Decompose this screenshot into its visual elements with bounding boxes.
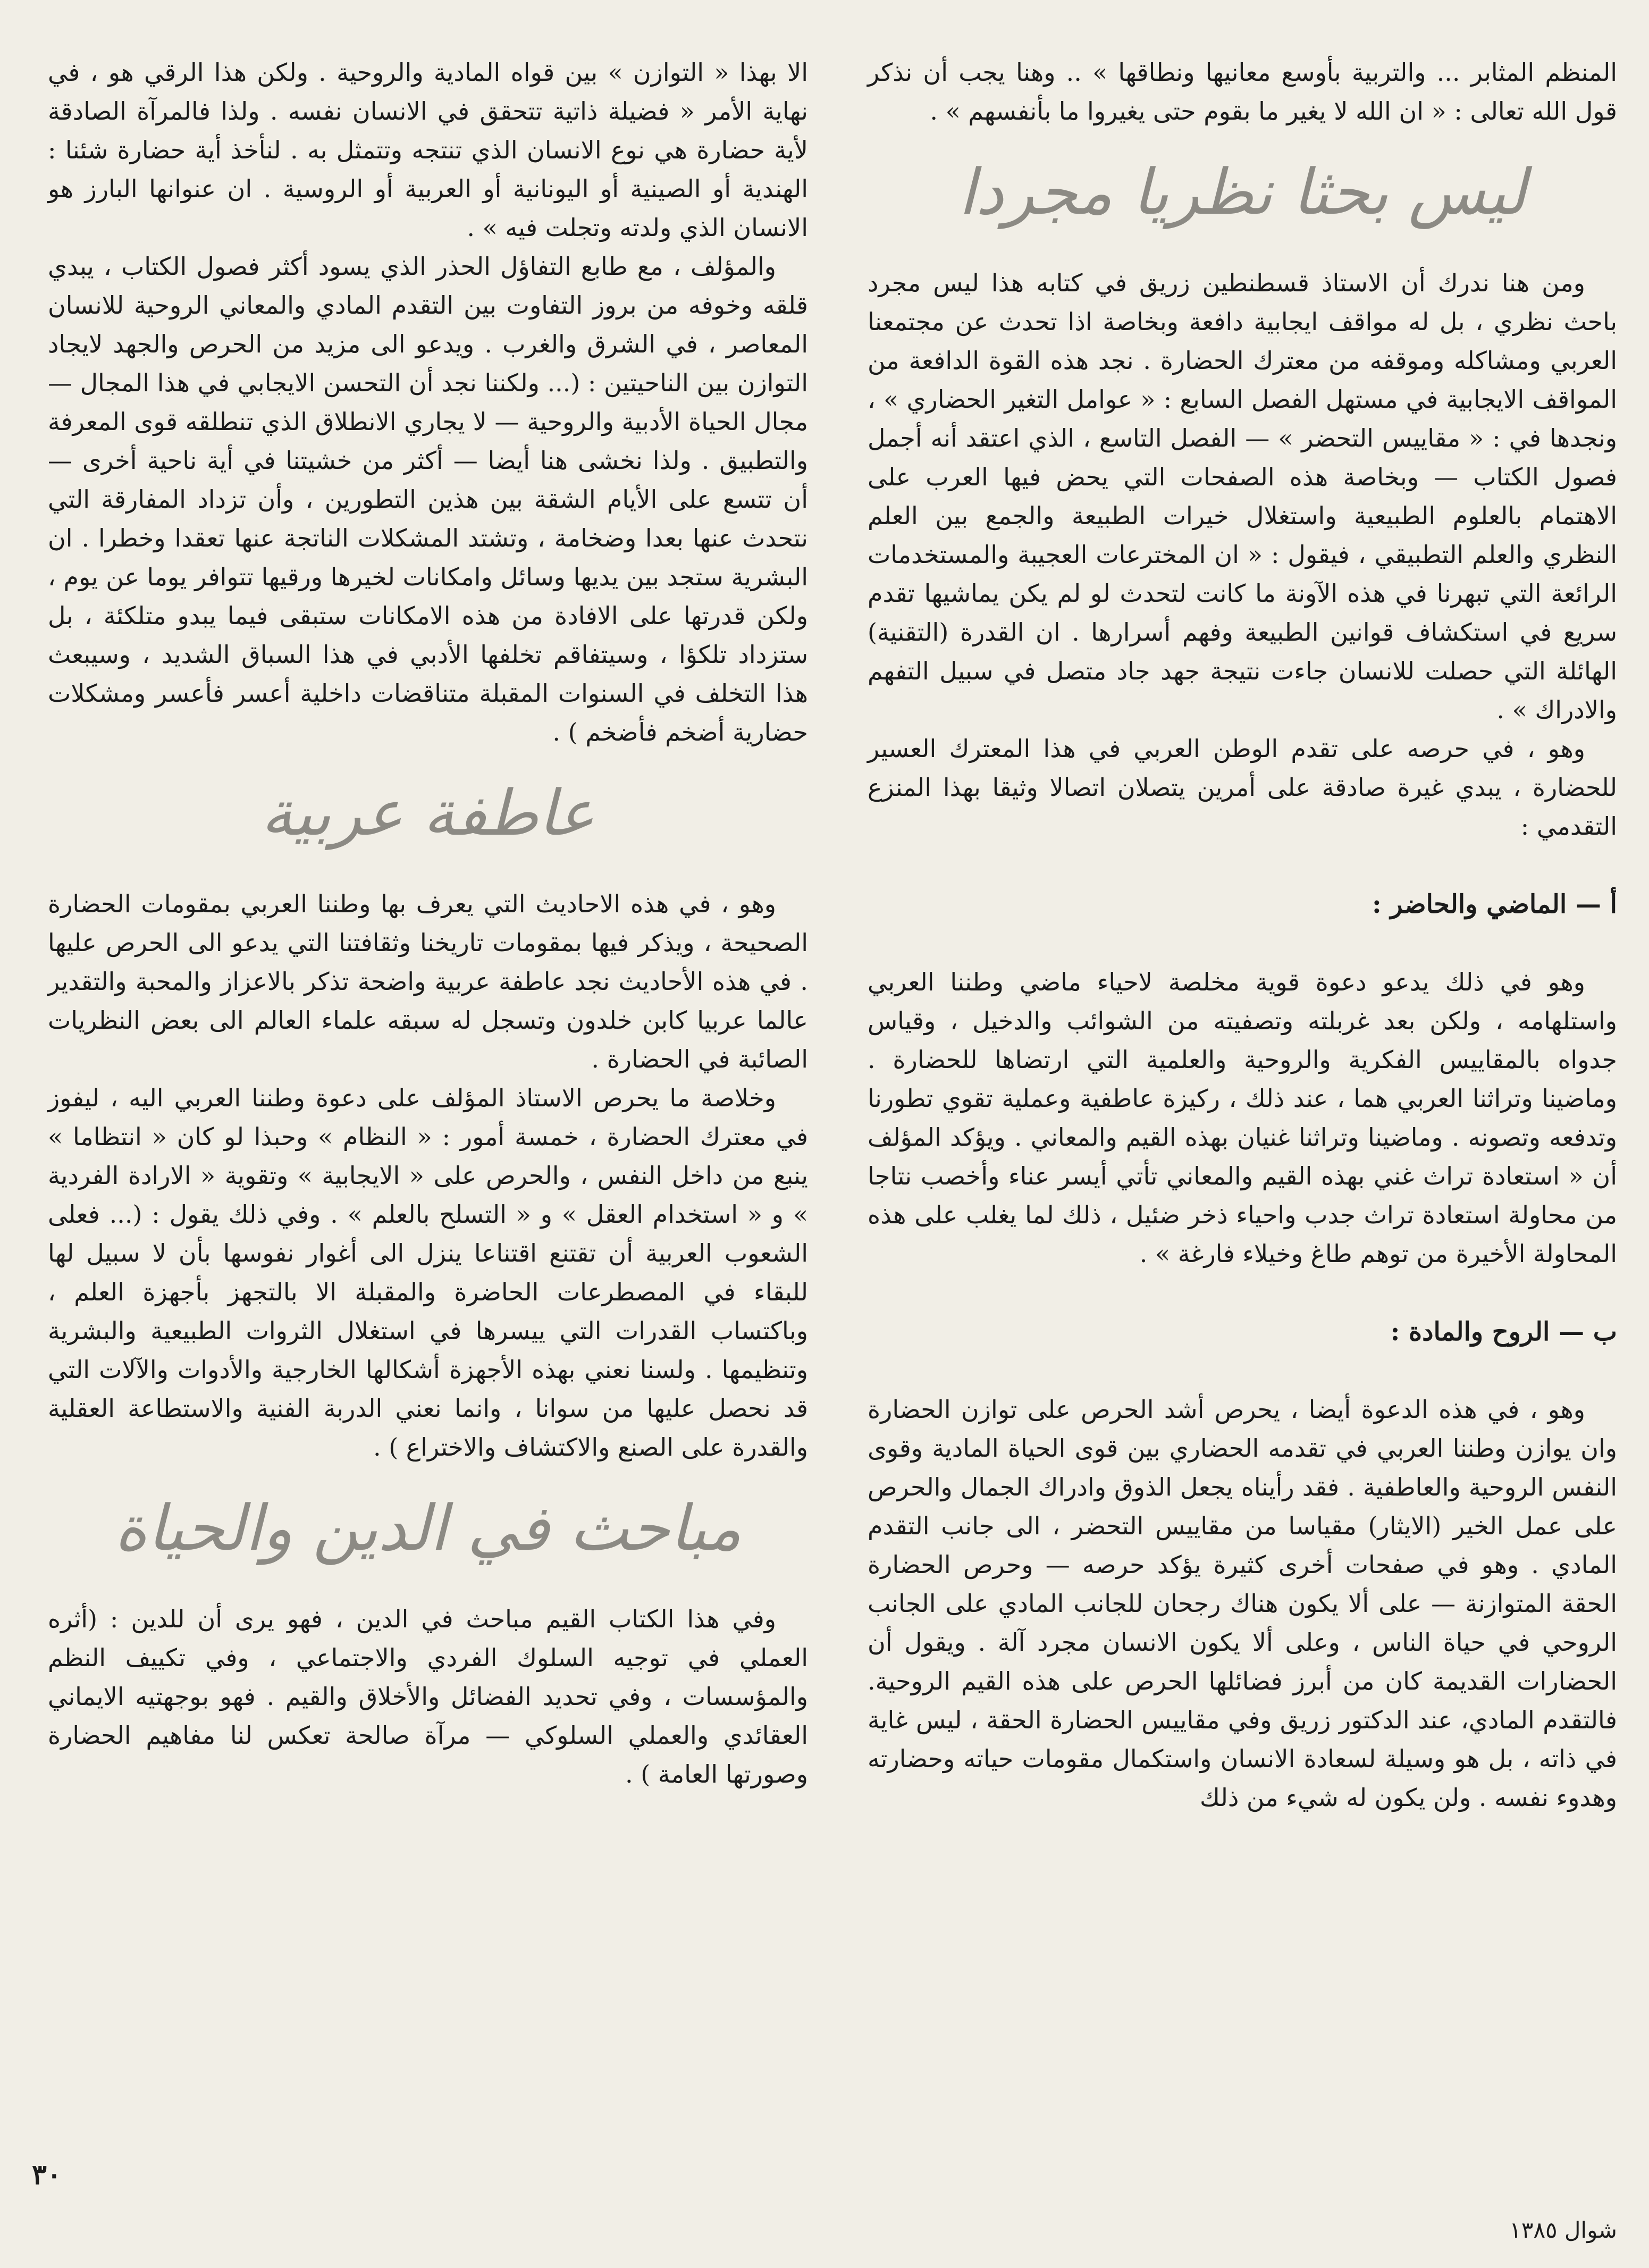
body-paragraph: وخلاصة ما يحرص الاستاذ المؤلف على دعوة وطننا العربي اليه ، ليفوز في معترك الحضارة ، خمسة أمور : « النظام » وحبذا لو كان « انتظاما » ينبع من داخل النفس ، والحرص على « الايجابية » وتقوية « الارادة الفردية » و « استخدام العقل » و « التسلح بالعلم » . وفي ذلك يقول : (... فعلى الشعوب العربية أن تقتنع اقتناعا ينزل الى أغوار نفوسها بأن لا سبيل لها للبقاء في المصطرعات الحاضرة والمقبلة الا بالتجهز بأجهزة العلم ، وباكتساب القدرات التي ييسرها في استغلال الثروات الطبيعية والبشرية وتنظيمها . ولسنا نعني بهذه الأجهزة أشكالها الخارجية والأدوات والآلات التي قد نحصل عليها من سوانا ، وانما نعني الدربة الفنية والاستطاعة العقلية والقدرة على الصنع والاكتشاف والاختراع ) . xyxy=(48,1083,808,1461)
body-paragraph: وهو ، في حرصه على تقدم الوطن العربي في هذا المعترك العسير للحضارة ، يبدي غيرة صادقة على أمرين يتصلان اتصالا وثيقا بهذا المنزع التقدمي : xyxy=(868,734,1617,841)
subheading-spirit-matter: ب — الروح والمادة : xyxy=(1390,1317,1617,1347)
body-paragraph: الا بهذا « التوازن » بين قواه المادية والروحية . ولكن هذا الرقي هو ، في نهاية الأمر « فضيلة ذاتية تتحقق في الانسان نفسه . ولذا فالمرآة الصادقة لأية حضارة هي نوع الانسان الذي تنتجه وتتمثل به . لنأخذ أية حضارة شئنا : الهندية أو الصينية أو اليونانية أو العربية أو الروسية . ان عنوانها البارز هو الانسان الذي ولدته وتجلت فيه » . xyxy=(48,58,808,242)
body-paragraph: وهو ، في هذه الاحاديث التي يعرف بها وطننا العربي بمقومات الحضارة الصحيحة ، ويذكر فيها بمقومات تاريخنا وثقافتنا التي يدعو الى الحرص عليها . في هذه الأحاديث نجد عاطفة عربية واضحة تذكر بالاعزاز والمحبة والتقدير عالما عربيا كابن خلدون وتسجل له سبقه علماء العالم الى بعض النظريات الصائبة في الحضارة . xyxy=(48,889,808,1073)
issue-date: شوال ١٣٨٥ xyxy=(1509,2217,1617,2243)
section-heading-calligraphy: عاطفة عربية xyxy=(261,776,595,850)
intro-paragraph: المنظم المثابر ... والتربية بأوسع معانيها ونطاقها » .. وهنا يجب أن نذكر قول الله تعالى : « ان الله لا يغير ما بقوم حتى يغيروا ما بأنفسهم » . xyxy=(868,58,1617,125)
section-heading-calligraphy: ليس بحثا نظريا مجردا xyxy=(958,155,1527,229)
section-heading-calligraphy: مباحث في الدين والحياة xyxy=(114,1491,742,1565)
left-column xyxy=(0,53,829,1794)
body-paragraph: وهو ، في هذه الدعوة أيضا ، يحرص أشد الحرص على توازن الحضارة وان يوازن وطننا العربي في تقدمه الحضاري بين قوى الحياة المادية وقوى النفس الروحية والعاطفية . فقد رأيناه يجعل الذوق وادراك الجمال والحرص على عمل الخير (الايثار) مقياسا من مقاييس التحضر ، الى جانب التقدم المادي . وهو في صفحات أخرى كثيرة يؤكد حرصه — وحرص الحضارة الحقة المتوازنة — على ألا يكون هناك رجحان للجانب المادي على الجانب الروحي في حياة الناس ، وعلى ألا يكون الانسان مجرد آلة . ويقول أن الحضارات القديمة كان من أبرز فضائلها الحرص على هذه القيم الروحية. فالتقدم المادي، عند الدكتور زريق وفي مقاييس الحضارة الحقة ، ليس غاية في ذاته ، بل هو وسيلة لسعادة الانسان واستكمال مقومات حياته وحضارته وهدوء نفسه . ولن يكون له شيء من ذلك xyxy=(868,1395,1617,1812)
subheading-past-present: أ — الماضي والحاضر : xyxy=(1372,889,1617,919)
page-number: ٣٠ xyxy=(32,2158,62,2191)
right-column xyxy=(852,53,1628,1817)
body-paragraph: وفي هذا الكتاب القيم مباحث في الدين ، فهو يرى أن للدين : (أثره العملي في توجيه السلوك الفردي والاجتماعي ، وفي تكييف النظم والمؤسسات ، وفي تحديد الفضائل والأخلاق والقيم . فهو بوجهتيه الايماني العقائدي والعملي السلوكي — مرآة صالحة تعكس لنا مفاهيم الحضارة وصورتها العامة ) . xyxy=(48,1605,808,1788)
body-paragraph: ومن هنا ندرك أن الاستاذ قسطنطين زريق في كتابه هذا ليس مجرد باحث نظري ، بل له مواقف ايجابية دافعة وبخاصة اذا تحدث عن مجتمعنا العربي ومشاكله وموقفه من معترك الحضارة . نجد هذه القوة الدافعة من المواقف الايجابية في مستهل الفصل السابع : « عوامل التغير الحضاري » ، ونجدها في : « مقاييس التحضر » — الفصل التاسع ، الذي اعتقد أنه أجمل فصول الكتاب — وبخاصة هذه الصفحات التي يحض فيها العرب على الاهتمام بالعلوم الطبيعية واستغلال خيرات الطبيعة والجمع بين العلم النظري والعلم التطبيقي ، فيقول : « ان المخترعات العجيبة والمستخدمات الرائعة التي تبهرنا في هذه الآونة ما كانت لتحدث لو لم يكن يماشيها تقدم سريع في استكشاف قوانين الطبيعة وفهم أسرارها . ان القدرة (التقنية) الهائلة التي حصلت للانسان جاءت نتيجة جهد جاد متصل في سبيل التفهم والادراك » . xyxy=(868,268,1617,724)
body-paragraph: وهو في ذلك يدعو دعوة قوية مخلصة لاحياء ماضي وطننا العربي واستلهامه ، ولكن بعد غربلته وتصفيته من الشوائب والدخيل ، وقياس جدواه بالمقاييس الفكرية والروحية والعلمية التي ارتضاها للحضارة . وماضينا وتراثنا العربي هما ، عند ذلك ، ركيزة عاطفية وعملية تقوي تطورنا وتدفعه وتصونه . وماضينا وتراثنا غنيان بهذه القيم والمعاني . ويؤكد المؤلف أن « استعادة تراث غني بهذه القيم والمعاني تأتي أيسر عناء وأخصب نتاجا من محاولة استعادة تراث جدب واحياء ذخر ضئيل ، ذلك لما يغلب على هذه المحاولة الأخيرة من توهم طاغ وخيلاء فارغة » . xyxy=(868,968,1617,1268)
body-paragraph: والمؤلف ، مع طابع التفاؤل الحذر الذي يسود أكثر فصول الكتاب ، يبدي قلقه وخوفه من بروز التفاوت بين التقدم المادي والمعاني الروحية للانسان المعاصر ، في الشرق والغرب . ويدعو الى مزيد من الحرص والجهد لايجاد التوازن بين الناحيتين : (... ولكننا نجد أن التحسن الايجابي في هذا المجال — مجال الحياة الأدبية والروحية — لا يجاري الانطلاق الذي تنطلقه قوى المعرفة والتطبيق . ولذا نخشى هنا أيضا — أكثر من خشيتنا في أية ناحية أخرى — أن تتسع على الأيام الشقة بين هذين التطورين ، وأن تزداد المفارقة التي نتحدث عنها بعدا وضخامة ، وتشتد المشكلات الناتجة عنها تعقدا وخطرا . ان البشرية ستجد بين يديها وسائل وامكانات لخيرها ورقيها تتوافر يوما عن يوم ، ولكن قدرتها على الافادة من هذه الامكانات ستبقى فيما يبدو متلكئة ، بل ستزداد تلكؤا ، وسيتفاقم تخلفها الأدبي في هذا السباق الشديد ، وسيبعث هذا التخلف في السنوات المقبلة متناقضات داخلية أعسر فأعسر ومشكلات حضارية أضخم فأضخم ) . xyxy=(48,252,808,746)
